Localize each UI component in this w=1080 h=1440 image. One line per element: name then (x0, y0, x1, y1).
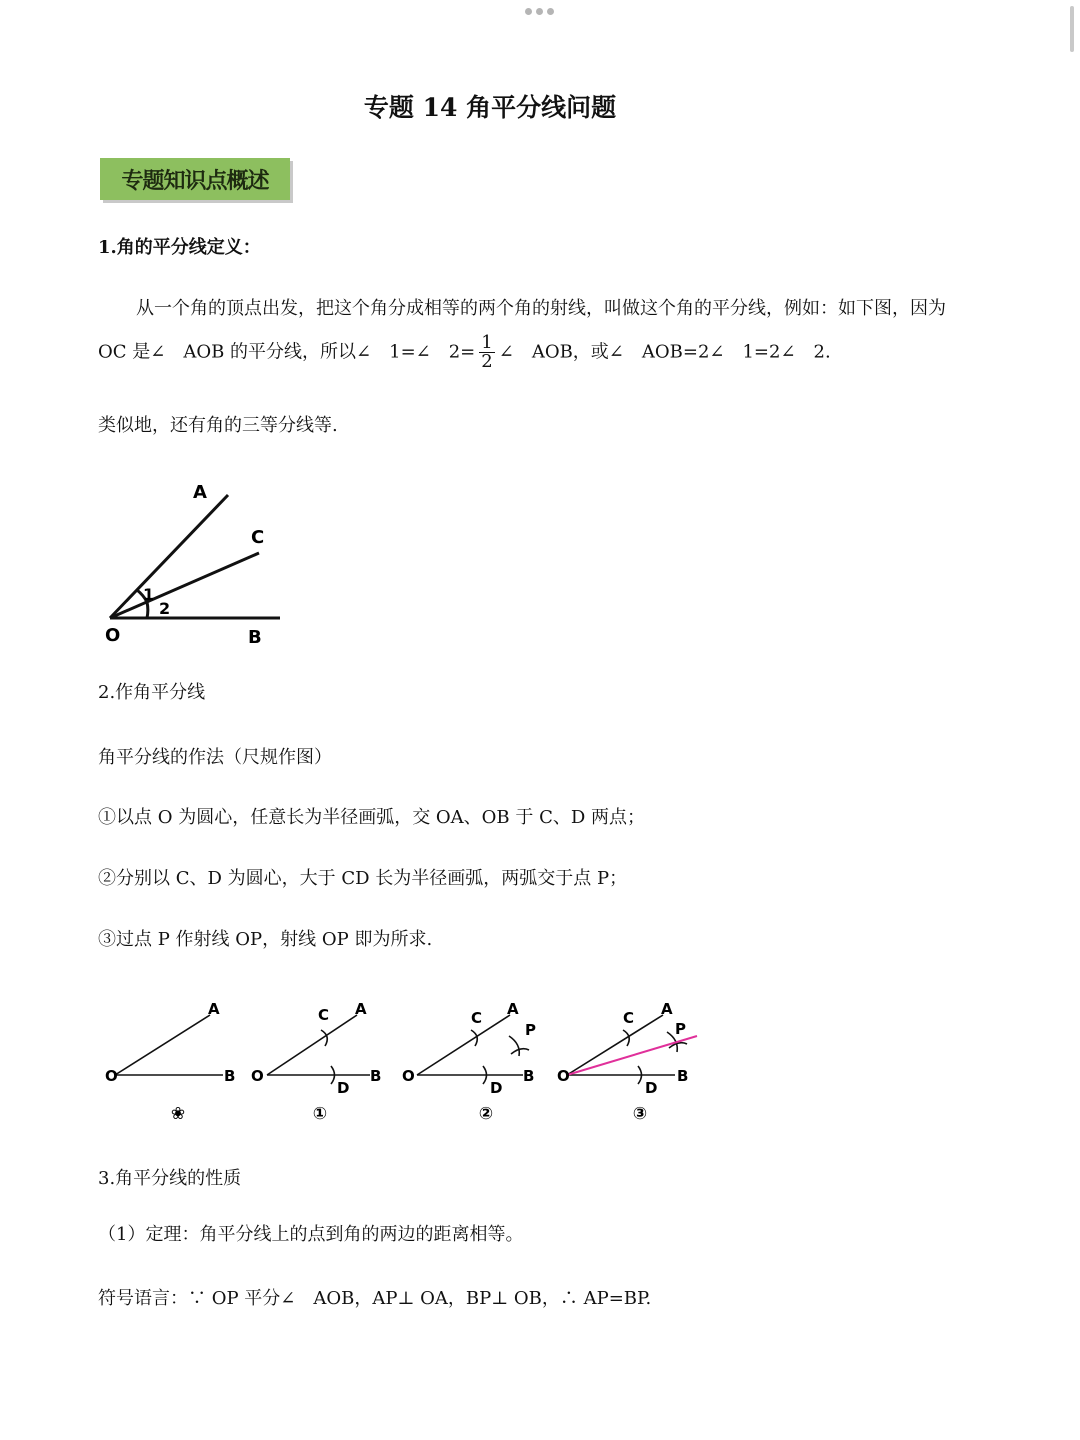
construction-step-3: ③过点 P 作射线 OP，射线 OP 即为所求. (98, 929, 433, 950)
fig2-p0-label-b: B (224, 1067, 236, 1085)
fig2-step-label-1: ① (312, 1104, 328, 1124)
construction-subheading: 角平分线的作法（尺规作图） (98, 747, 332, 768)
fig2-p1-label-o: O (251, 1067, 264, 1085)
fig2-p1-label-b: B (370, 1067, 382, 1085)
section-banner: 专题知识点概述 (100, 158, 290, 200)
fig2-p1-label-d: D (337, 1079, 350, 1097)
figure1-label-c: C (251, 527, 265, 548)
fig2-p2-label-c: C (471, 1009, 483, 1027)
symbolic-language: 符号语言：∵ OP 平分∠ AOB，AP⊥ OA，BP⊥ OB，∴ AP=BP. (98, 1288, 652, 1309)
fig2-p3-label-o: O (557, 1067, 570, 1085)
fig2-p3-label-a: A (661, 1000, 673, 1018)
fig2-p2-label-b: B (523, 1067, 535, 1085)
fig2-p3-label-d: D (645, 1079, 658, 1097)
more-options-icon[interactable] (525, 8, 554, 15)
fig2-p2-label-d: D (490, 1079, 503, 1097)
definition-line-1: 从一个角的顶点出发，把这个角分成相等的两个角的射线，叫做这个角的平分线，例如：如下图，因为 (136, 298, 946, 319)
fig2-p0-label-a: A (208, 1000, 220, 1018)
fig2-p2-label-p: P (525, 1021, 536, 1039)
figure1-label-2: 2 (159, 599, 171, 618)
theorem-text: （1）定理：角平分线上的点到角的两边的距离相等。 (98, 1224, 524, 1245)
construction-steps-figure (95, 990, 715, 1130)
definition-line-2 (98, 334, 831, 371)
definition-heading: 1.角的平分线定义： (98, 237, 261, 258)
definition-line-2b: ∠ AOB，或∠ AOB=2∠ 1=2∠ 2. (498, 341, 831, 363)
fraction-one-half (479, 334, 494, 371)
figure1-label-1: 1 (143, 585, 155, 604)
scrollbar[interactable] (1070, 6, 1074, 52)
fig2-step-label-3: ③ (632, 1104, 648, 1124)
construction-heading: 2.作角平分线 (98, 682, 206, 703)
fig2-step-label-0: ❀ (170, 1104, 186, 1124)
definition-line-3: 类似地，还有角的三等分线等. (98, 415, 338, 436)
construction-step-1: ①以点 O 为圆心，任意长为半径画弧，交 OA、OB 于 C、D 两点； (98, 807, 646, 828)
definition-line-2a: OC 是∠ AOB 的平分线，所以∠ 1=∠ 2= (98, 341, 476, 363)
properties-heading: 3.角平分线的性质 (98, 1168, 242, 1189)
fig2-p0-label-o: O (105, 1067, 118, 1085)
fig2-p3-label-p: P (675, 1020, 686, 1038)
fig2-p3-label-c: C (623, 1009, 635, 1027)
fig2-step-label-2: ② (478, 1104, 494, 1124)
fig2-p2-label-a: A (507, 1000, 519, 1018)
fig2-p1-label-c: C (318, 1006, 330, 1024)
construction-step-2: ②分别以 C、D 为圆心，大于 CD 长为半径画弧，两弧交于点 P； (98, 868, 628, 889)
fig2-p3-label-b: B (677, 1067, 689, 1085)
page-title: 专题 14 角平分线问题 (363, 93, 617, 122)
fig2-p2-label-o: O (402, 1067, 415, 1085)
fig2-p1-label-a: A (355, 1000, 367, 1018)
fraction-numerator: 1 (481, 332, 493, 353)
fraction-denominator: 2 (481, 351, 493, 372)
figure1-label-a: A (193, 482, 207, 503)
figure1-label-o: O (105, 625, 121, 646)
angle-bisector-figure (95, 475, 295, 650)
figure1-label-b: B (248, 627, 262, 648)
